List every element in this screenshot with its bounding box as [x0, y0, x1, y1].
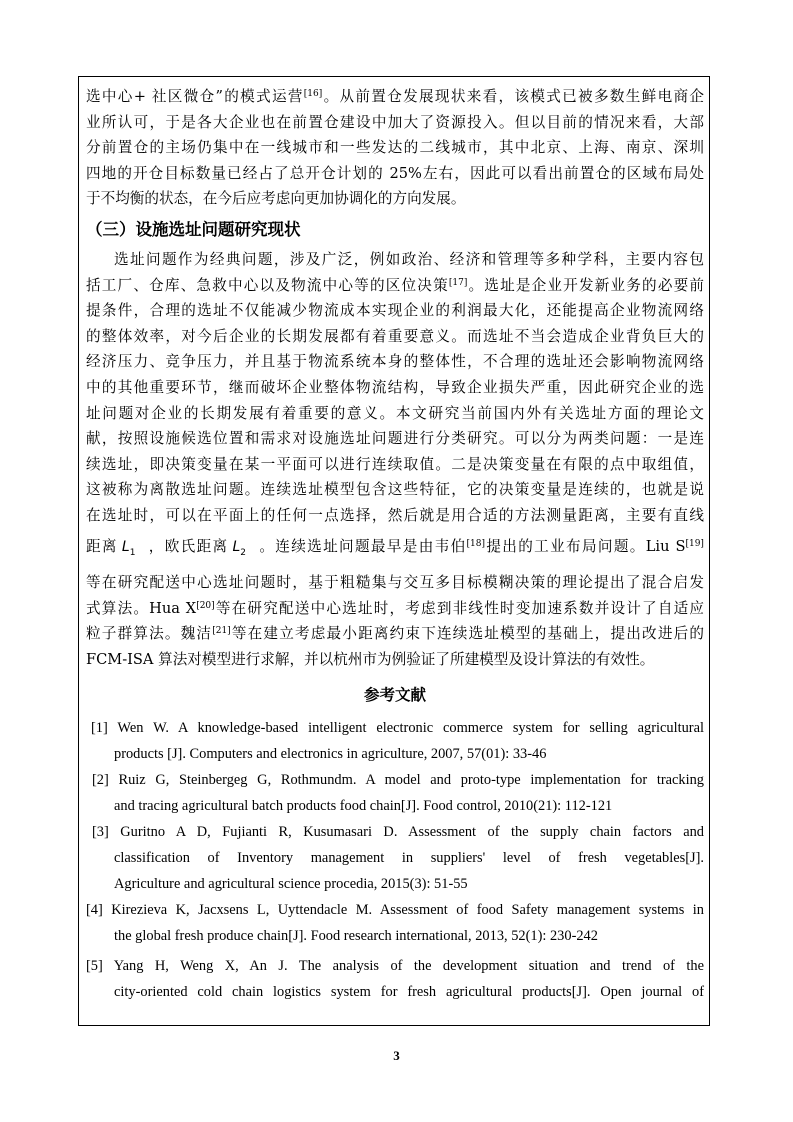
text-line: 等在研究配送中心选址问题时，基于粗糙集与交互多目标模糊决策的理论提出了混合启发	[86, 574, 704, 592]
text-line: 经济压力、竞争压力，并且基于物流系统本身的整体性，不合理的选址还会影响物流网络	[86, 353, 704, 371]
paragraph-front-warehouse	[86, 84, 704, 212]
text-line: 四地的开仓目标数量已经占了总开仓计划的 25%左右，因此可以看出前置仓的区域布局处	[86, 164, 704, 182]
math-l2: $L_2$	[232, 538, 246, 558]
text-line: 中的其他重要环节，继而破坏企业整体物流结构，导致企业损失严重，因此研究企业的选	[86, 378, 704, 396]
text-line: 式算法。Hua X[20]等在研究配送中心选址时，考虑到非线性时变加速系数并设计了自适应	[86, 599, 704, 617]
reference-list	[86, 715, 704, 1005]
citation: [17]	[448, 277, 468, 288]
citation: [16]	[303, 89, 323, 99]
reference-item: [3] Guritno A D, Fujianti R, Kusumasari D. Assessment of the supply chain factors and classification of Inventory management in suppliers' level of fresh vegetables[J]. Agriculture and agricultural science procedia, 2015(3): 51-55	[92, 823, 704, 892]
reference-item: [2] Ruiz G, Steinbergeg G, Rothmundm. A model and proto-type implementation for tracking and tracing agricultural batch products food chain[J]. Food control, 2010(21): 112-121	[92, 771, 704, 814]
text-line: 提条件，合理的选址不仅能减少物流成本实现企业的利润最大化，还能提高企业物流网络	[86, 302, 704, 320]
math-l1: $L_1$	[121, 538, 136, 558]
citation: [18]	[466, 538, 486, 549]
text-line: 选中心+ 社区微仓”的模式运营[16]。从前置仓发展现状来看，该模式已被多数生鲜电商企	[86, 88, 704, 105]
text-line: 址问题对企业的长期发展有着重要的意义。本文研究当前国内外有关选址方面的理论文	[86, 404, 704, 422]
citation: [21]	[212, 626, 231, 637]
text-line: 在选址时，可以在平面上的任何一点选择，然后就是用合适的方法测量距离，主要有直线	[86, 506, 704, 524]
reference-item: [1] Wen W. A knowledge-based intelligent electronic commerce system for selling agricultural products [J]. Computers and electronics in agriculture, 2007, 57(01): 33-46	[91, 719, 704, 762]
text-line: 献，按照设施候选位置和需求对设施选址问题进行分类研究。可以分为两类问题：一是连	[86, 430, 704, 448]
text-line: 于不均衡的状态，在今后应考虑向更加协调化的方向发展。	[86, 190, 466, 208]
document-body	[86, 84, 704, 1005]
section-heading: （三）设施选址问题研究现状	[86, 219, 301, 239]
text-line: 距离 $L_1$ ，欧氏距离 $L_2$ 。连续选址问题最早是由韦伯[18]提出的工业布局问题。Liu S[19]	[86, 537, 704, 558]
page-number: 3	[393, 1048, 400, 1063]
references-title: 参考文献	[363, 684, 426, 704]
text-line: 这被称为离散选址问题。连续选址模型包含这些特征，它的决策变量是连续的，也就是说	[86, 481, 704, 499]
text-line: 选址问题作为经典问题，涉及广泛，例如政治、经济和管理等多种学科，主要内容包	[114, 250, 704, 268]
text-line: 的整体效率，对今后企业的长期发展都有着重要意义。而选址不当会造成企业背负巨大的	[86, 327, 704, 345]
text-line: FCM-ISA 算法对模型进行求解，并以杭州市为例验证了所建模型及设计算法的有效性。	[86, 651, 655, 669]
reference-item: [5] Yang H, Weng X, An J. The analysis of the development situation and trend of the city-oriented cold chain logistics system for fresh agricultural products[J]. Open journal of	[86, 957, 704, 1000]
text-line: 业所认可，于是各大企业也在前置仓建设中加大了资源投入。但以目前的情况来看，大部	[86, 113, 704, 131]
text-line: 续选址，即决策变量在某一平面可以进行连续取值。二是决策变量在有限的点中取组值，	[86, 455, 704, 473]
reference-item: [4] Kirezieva K, Jacxsens L, Uyttendacle M. Assessment of food Safety management systems in the global fresh produce chain[J]. Food research international, 2013, 52(1): 230-242	[86, 901, 704, 944]
text-line: 括工厂、仓库、急救中心以及物流中心等的区位决策[17]。选址是企业开发新业务的必要前	[86, 276, 704, 294]
text-line: 分前置仓的主场仍集中在一线城市和一些发达的二线城市，其中北京、上海、南京、深圳	[86, 139, 704, 157]
citation: [19]	[685, 538, 704, 549]
citation: [20]	[196, 600, 215, 611]
paragraph-site-selection	[86, 247, 704, 673]
text-line: 粒子群算法。魏洁[21]等在建立考虑最小距离约束下连续选址模型的基础上，提出改进后的	[86, 625, 704, 643]
